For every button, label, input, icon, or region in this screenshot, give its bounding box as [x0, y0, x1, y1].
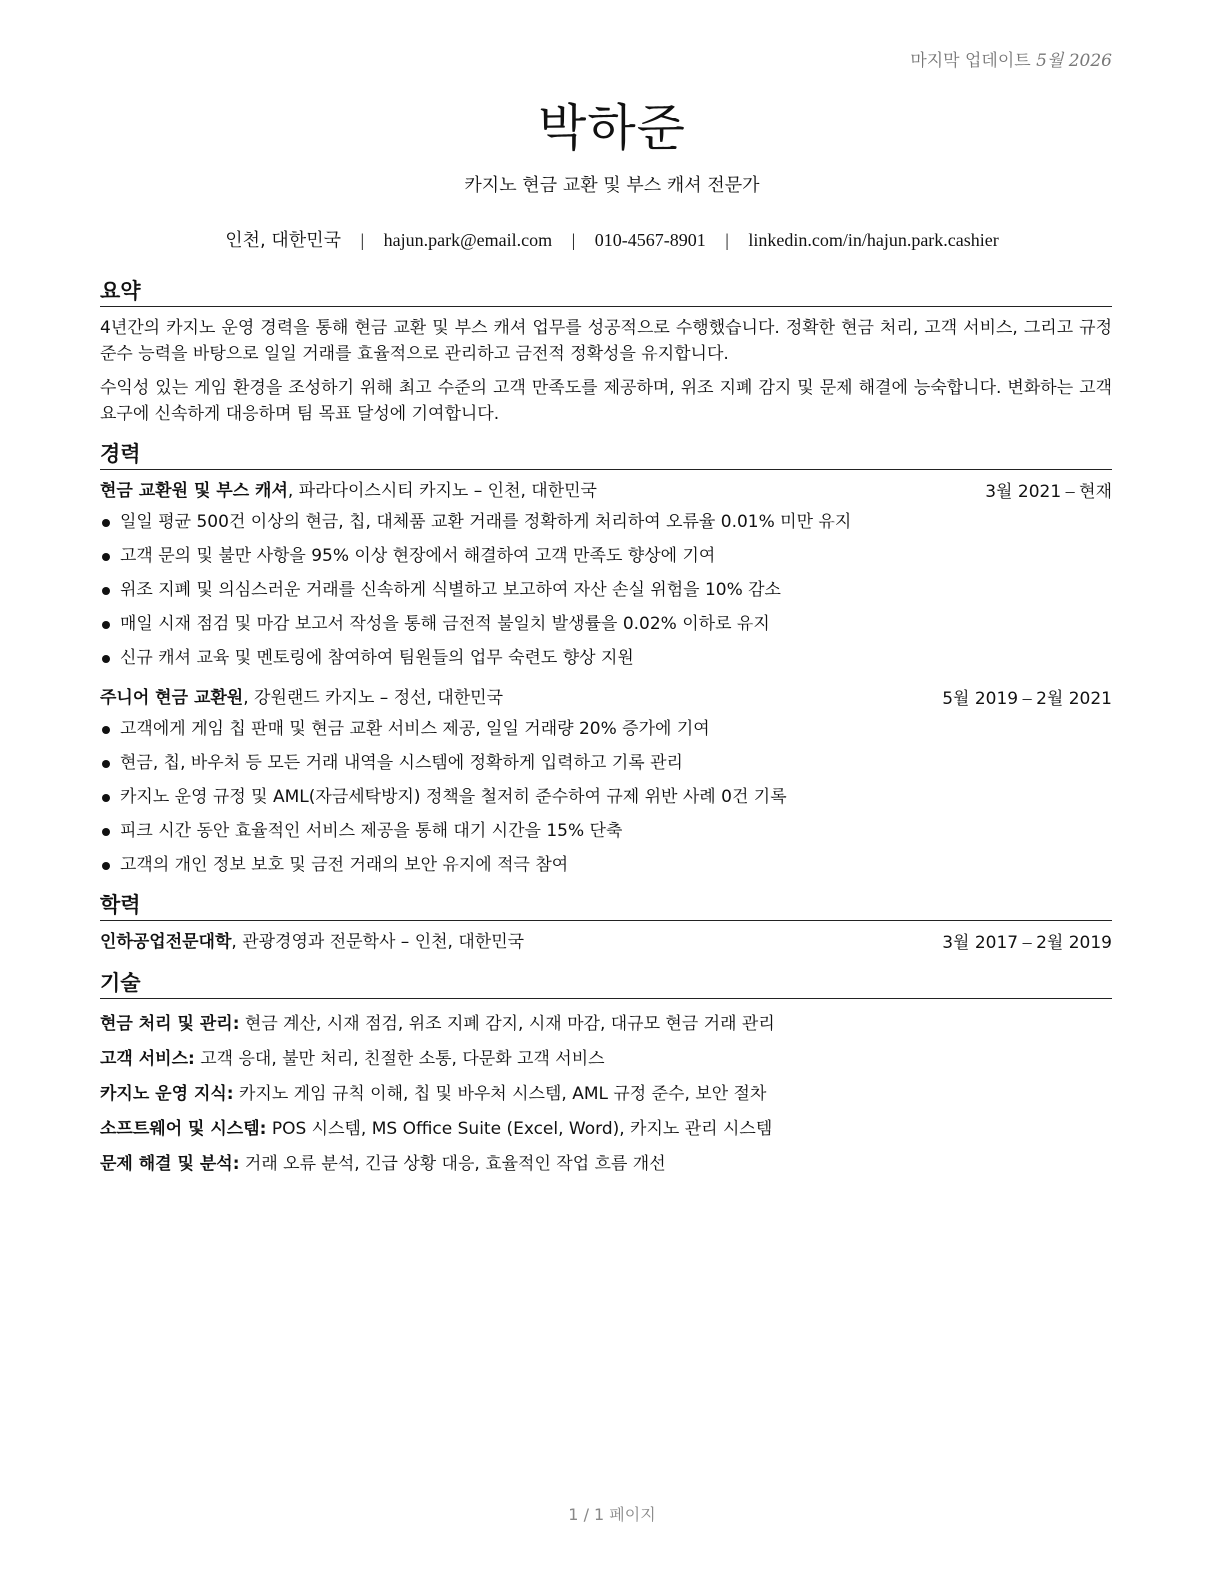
- bullet-dot: [102, 828, 110, 836]
- skill-row: [100, 1116, 1112, 1151]
- bullet-text: 현금, 칩, 바우처 등 모든 거래 내역을 시스템에 정확하게 입력하고 기록 관리: [120, 753, 683, 773]
- education-date-start: 3월 2017: [942, 933, 1019, 953]
- last-updated-label: 마지막 업데이트: [910, 51, 1031, 71]
- bullet-text: 위조 지폐 및 의심스러운 거래를 신속하게 식별하고 보고하여 자산 손실 위험을 10% 감소: [120, 580, 781, 600]
- job-bullet: [100, 543, 1112, 577]
- resume-content: [100, 278, 1112, 1186]
- job-date-start-month: 5월 2019: [942, 689, 1019, 709]
- bullet-text: 피크 시간 동안 효율적인 서비스 제공을 통해 대기 시간을 15% 단축: [120, 821, 623, 841]
- skill-row: [100, 1011, 1112, 1046]
- job-header: [100, 478, 1112, 505]
- job-date-sep: –: [1061, 481, 1080, 501]
- section-title-experience: 경력: [100, 441, 1112, 470]
- bullet-dot: [102, 621, 110, 629]
- skill-row: [100, 1151, 1112, 1186]
- job-bullet: [100, 852, 1112, 886]
- job-date-start-month: 3월 2021: [985, 482, 1062, 502]
- bullet-dot: [102, 862, 110, 870]
- job-title-line: [100, 685, 503, 712]
- education-school: 인하공업전문대학: [100, 932, 232, 952]
- contact-phone: 010-4567-8901: [594, 230, 706, 250]
- skill-label: 카지노 운영 지식:: [100, 1084, 234, 1104]
- job-date-end: 2월 2021: [1036, 689, 1112, 709]
- skill-label: 문제 해결 및 분석:: [100, 1154, 240, 1174]
- contact-location: 인천, 대한민국: [225, 230, 341, 251]
- job-dates: [985, 478, 1112, 505]
- job-bullets: [100, 509, 1112, 679]
- last-updated-year: 2026: [1068, 51, 1112, 71]
- bullet-dot: [102, 519, 110, 527]
- candidate-headline: 카지노 현금 교환 및 부스 캐셔 전문가: [464, 175, 760, 196]
- job-title-line: [100, 478, 597, 505]
- bullet-dot: [102, 726, 110, 734]
- bullet-text: 매일 시재 점검 및 마감 보고서 작성을 통해 금전적 불일치 발생률을 0.02% 이하로 유지: [120, 614, 770, 634]
- bullet-text: 고객에게 게임 칩 판매 및 현금 교환 서비스 제공, 일일 거래량 20% 증가에 기여: [120, 719, 710, 739]
- education-detail: , 관광경영과 전문학사 – 인천, 대한민국: [231, 932, 525, 952]
- bullet-text: 고객의 개인 정보 보호 및 금전 거래의 보안 유지에 적극 참여: [120, 855, 569, 875]
- candidate-name: 박하준: [538, 99, 686, 157]
- bullet-text: 카지노 운영 규정 및 AML(자금세탁방지) 정책을 철저히 준수하여 규제 위반 사례 0건 기록: [120, 787, 787, 807]
- bullet-text: 고객 문의 및 불만 사항을 95% 이상 현장에서 해결하여 고객 만족도 향상에 기여: [120, 546, 716, 566]
- summary-paragraph: 4년간의 카지노 운영 경력을 통해 현금 교환 및 부스 캐셔 업무를 성공적으로 수행했습니다. 정확한 현금 처리, 고객 서비스, 그리고 규정 준수 능력을 바탕으로 일일 거래를 효율적으로 관리하고 금전적 정확성을 유지합니다.: [100, 318, 1112, 364]
- section-title-skills: 기술: [100, 970, 1112, 999]
- bullet-dot: [102, 760, 110, 768]
- job-bullet: [100, 577, 1112, 611]
- last-updated: [910, 46, 1112, 71]
- bullet-dot: [102, 655, 110, 663]
- contact-linkedin[interactable]: linkedin.com/in/hajun.park.cashier: [748, 230, 999, 250]
- last-updated-month: 5월: [1036, 51, 1064, 71]
- job-role: 주니어 현금 교환원: [100, 688, 244, 708]
- education-line: [100, 929, 524, 956]
- skill-value: 고객 응대, 불만 처리, 친절한 소통, 다문화 고객 서비스: [194, 1049, 605, 1069]
- education-date-sep: –: [1018, 932, 1037, 952]
- job-entry: [100, 478, 1112, 679]
- skills-list: [100, 1011, 1112, 1186]
- contact-line: [0, 226, 1224, 252]
- job-entry: [100, 685, 1112, 886]
- skill-value: 현금 계산, 시재 점검, 위조 지폐 감지, 시재 마감, 대규모 현금 거래 관리: [239, 1014, 775, 1034]
- job-org: , 파라다이스시티 카지노 – 인천, 대한민국: [287, 481, 597, 501]
- page-number: 1 / 1 페이지: [568, 1505, 656, 1524]
- job-header: [100, 685, 1112, 712]
- skill-row: [100, 1046, 1112, 1081]
- bullet-dot: [102, 794, 110, 802]
- contact-separator: |: [360, 230, 365, 250]
- job-date-end: 현재: [1079, 482, 1112, 502]
- skill-label: 현금 처리 및 관리:: [100, 1014, 240, 1034]
- skill-value: 카지노 게임 규칙 이해, 칩 및 바우처 시스템, AML 규정 준수, 보안 절차: [233, 1084, 767, 1104]
- job-bullet: [100, 509, 1112, 543]
- job-bullet: [100, 784, 1112, 818]
- bullet-text: 일일 평균 500건 이상의 현금, 칩, 대체품 교환 거래를 정확하게 처리하여 오류율 0.01% 미만 유지: [120, 512, 852, 532]
- job-date-sep: –: [1018, 688, 1037, 708]
- skill-label: 고객 서비스:: [100, 1049, 195, 1069]
- job-dates: [942, 685, 1112, 712]
- job-bullet: [100, 645, 1112, 679]
- bullet-text: 신규 캐셔 교육 및 멘토링에 참여하여 팀원들의 업무 숙련도 향상 지원: [120, 648, 634, 668]
- job-bullets: [100, 716, 1112, 886]
- education-entry: [100, 929, 1112, 956]
- education-dates: [942, 929, 1112, 956]
- job-org: , 강원랜드 카지노 – 정선, 대한민국: [243, 688, 504, 708]
- skill-value: 거래 오류 분석, 긴급 상황 대응, 효율적인 작업 흐름 개선: [239, 1154, 666, 1174]
- section-title-summary: 요약: [100, 278, 1112, 307]
- bullet-dot: [102, 587, 110, 595]
- education-date-end: 2월 2019: [1036, 933, 1112, 953]
- job-role: 현금 교환원 및 부스 캐셔: [100, 481, 288, 501]
- contact-separator: |: [571, 230, 576, 250]
- skill-label: 소프트웨어 및 시스템:: [100, 1119, 267, 1139]
- job-bullet: [100, 716, 1112, 750]
- contact-separator: |: [725, 230, 729, 250]
- job-bullet: [100, 818, 1112, 852]
- contact-email[interactable]: hajun.park@email.com: [383, 230, 553, 250]
- job-bullet: [100, 750, 1112, 784]
- skill-row: [100, 1081, 1112, 1116]
- skill-value: POS 시스템, MS Office Suite (Excel, Word), 카지노 관리 시스템: [266, 1119, 773, 1139]
- summary-paragraph: 수익성 있는 게임 환경을 조성하기 위해 최고 수준의 고객 만족도를 제공하며, 위조 지폐 감지 및 문제 해결에 능숙합니다. 변화하는 고객 요구에 신속하게 대응하며 팀 목표 달성에 기여합니다.: [100, 378, 1112, 424]
- section-title-education: 학력: [100, 892, 1112, 921]
- job-bullet: [100, 611, 1112, 645]
- bullet-dot: [102, 553, 110, 561]
